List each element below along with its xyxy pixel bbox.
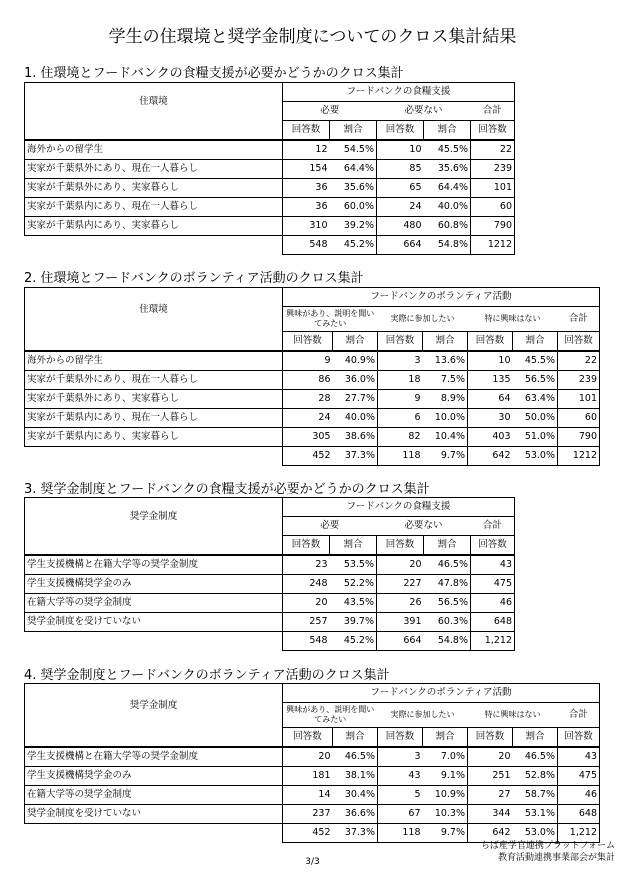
cell: 20 (377, 555, 424, 575)
cell: 310 (283, 217, 330, 236)
row-label: 実家が千葉県内にあり、実家暮らし (25, 428, 283, 447)
cell: 9 (283, 351, 333, 371)
subheader-ratio: 割合 (333, 728, 378, 748)
subheader-count: 回答数 (468, 332, 513, 352)
row-label: 学生支援機構と在籍大学等の奨学金制度 (25, 747, 283, 767)
total-header: 合計 (558, 703, 600, 728)
cell: 38.6% (333, 428, 378, 447)
blank-cell (25, 121, 283, 141)
group-header: フードバンクのボランティア活動 (283, 288, 600, 307)
cell: 35.6% (330, 179, 377, 198)
row-label: 学生支援機構と在籍大学等の奨学金制度 (25, 555, 283, 575)
cell: 181 (283, 767, 333, 786)
cell: 60.3% (424, 613, 471, 632)
cell: 20 (283, 747, 333, 767)
cell: 47.8% (424, 575, 471, 594)
subheader-count: 回答数 (377, 121, 424, 141)
section-3-heading: 3. 奨学金制度とフードバンクの食糧支援が必要かどうかのクロス集計 (24, 482, 430, 497)
total-cell: 118 (378, 447, 423, 466)
row-label: 実家が千葉県内にあり、現在一人暮らし (25, 198, 283, 217)
col-group-header: 必要 (320, 105, 340, 116)
subheader-count: 回答数 (468, 728, 513, 748)
cell: 344 (468, 805, 513, 824)
cell: 480 (377, 217, 424, 236)
subheader-count: 回答数 (558, 332, 600, 352)
table-row (25, 575, 515, 594)
total-cell: 9.7% (423, 824, 468, 843)
table-row (25, 409, 600, 428)
cell: 7.0% (423, 747, 468, 767)
cell: 43 (471, 555, 515, 575)
table-row (25, 371, 600, 390)
cell: 135 (468, 371, 513, 390)
cell: 227 (377, 575, 424, 594)
subheader-count: 回答数 (471, 536, 515, 556)
subheader-ratio: 割合 (423, 332, 468, 352)
cell: 60.8% (424, 217, 471, 236)
cell: 475 (471, 575, 515, 594)
blank-cell (25, 536, 283, 556)
section-1-heading: 1. 住環境とフードバンクの食糧支援が必要かどうかのクロス集計 (24, 66, 404, 81)
cell: 790 (558, 428, 600, 447)
subheader-count: 回答数 (283, 332, 333, 352)
total-header: 合計 (471, 517, 515, 536)
footer-line-2: 教育活動連携事業部会が集計 (497, 853, 615, 863)
total-cell: 1,212 (558, 824, 600, 843)
cell: 251 (468, 767, 513, 786)
row-label: 実家が千葉県外にあり、現在一人暮らし (25, 160, 283, 179)
col-group-header: 必要 (320, 520, 340, 531)
cell: 6 (378, 409, 423, 428)
cell: 46.5% (333, 747, 378, 767)
subheader-ratio: 割合 (513, 332, 558, 352)
col-group-header: 特に興味はない (484, 314, 541, 323)
subheader-ratio: 割合 (333, 332, 378, 352)
page-title: 学生の住環境と奨学金制度についてのクロス集計結果 (108, 27, 517, 47)
cell: 23 (283, 555, 330, 575)
cell: 35.6% (424, 160, 471, 179)
total-cell: 1,212 (471, 632, 515, 651)
cell: 64 (468, 390, 513, 409)
cell: 26 (377, 594, 424, 613)
cell: 3 (378, 351, 423, 371)
subheader-count: 回答数 (471, 121, 515, 141)
cell: 86 (283, 371, 333, 390)
cell: 10.4% (423, 428, 468, 447)
cell: 101 (471, 179, 515, 198)
section-4-table (24, 683, 600, 843)
cell: 36 (283, 179, 330, 198)
cell: 67 (378, 805, 423, 824)
total-header: 合計 (558, 307, 600, 332)
cell: 3 (378, 747, 423, 767)
total-cell: 452 (283, 824, 333, 843)
cell: 475 (558, 767, 600, 786)
section-2-heading: 2. 住環境とフードバンクのボランティア活動のクロス集計 (24, 271, 364, 286)
cell: 36.0% (333, 371, 378, 390)
table-row (25, 613, 515, 632)
cell: 53.1% (513, 805, 558, 824)
cell: 60.0% (330, 198, 377, 217)
cell: 30 (468, 409, 513, 428)
cell: 18 (378, 371, 423, 390)
blank-cell (25, 728, 283, 748)
row-label: 実家が千葉県外にあり、実家暮らし (25, 390, 283, 409)
cell: 60 (558, 409, 600, 428)
row-label: 海外からの留学生 (25, 140, 283, 160)
cell: 239 (558, 371, 600, 390)
total-cell: 452 (283, 447, 333, 466)
cell: 46.5% (424, 555, 471, 575)
cell: 36 (283, 198, 330, 217)
cell: 30.4% (333, 786, 378, 805)
cell: 305 (283, 428, 333, 447)
subheader-count: 回答数 (378, 332, 423, 352)
row-label: 実家が千葉県内にあり、現在一人暮らし (25, 409, 283, 428)
col-group-header: 実際に参加したい (390, 314, 455, 323)
group-header: フードバンクのボランティア活動 (283, 684, 600, 703)
table-row (25, 805, 600, 824)
total-cell: 548 (283, 632, 330, 651)
cell: 10 (377, 140, 424, 160)
cell: 45.5% (513, 351, 558, 371)
col-group-header: 実際に参加したい (390, 710, 455, 719)
cell: 8.9% (423, 390, 468, 409)
cell: 10.0% (423, 409, 468, 428)
row-label: 在籍大学等の奨学金制度 (25, 786, 283, 805)
cell: 10 (468, 351, 513, 371)
row-label: 実家が千葉県外にあり、現在一人暮らし (25, 371, 283, 390)
table-row (25, 594, 515, 613)
cell: 27.7% (333, 390, 378, 409)
total-cell: 1212 (558, 447, 600, 466)
cell: 82 (378, 428, 423, 447)
group-header: フードバンクの食糧支援 (283, 83, 515, 102)
cell: 27 (468, 786, 513, 805)
table-row (25, 786, 600, 805)
cell: 65 (377, 179, 424, 198)
cell: 20 (283, 594, 330, 613)
subheader-count: 回答数 (283, 536, 330, 556)
blank-cell (25, 236, 283, 255)
cell: 38.1% (333, 767, 378, 786)
subheader-ratio: 割合 (330, 121, 377, 141)
cell: 85 (377, 160, 424, 179)
total-cell: 642 (468, 824, 513, 843)
cell: 20 (468, 747, 513, 767)
row-label: 学生支援機構奨学金のみ (25, 767, 283, 786)
row-label: 奨学金制度を受けていない (25, 805, 283, 824)
cell: 46 (471, 594, 515, 613)
cell: 24 (377, 198, 424, 217)
cell: 52.8% (513, 767, 558, 786)
cell: 46 (558, 786, 600, 805)
blank-cell (25, 332, 283, 352)
cell: 248 (283, 575, 330, 594)
cell: 648 (471, 613, 515, 632)
subheader-count: 回答数 (377, 536, 424, 556)
total-cell: 118 (378, 824, 423, 843)
total-cell: 664 (377, 236, 424, 255)
row-header: 奨学金制度 (25, 498, 283, 536)
total-cell: 548 (283, 236, 330, 255)
cell: 43.5% (330, 594, 377, 613)
blank-cell (25, 632, 283, 651)
cell: 5 (378, 786, 423, 805)
row-label: 実家が千葉県外にあり、実家暮らし (25, 179, 283, 198)
table-row (25, 555, 515, 575)
cell: 45.5% (424, 140, 471, 160)
total-cell: 54.8% (424, 236, 471, 255)
blank-cell (25, 824, 283, 843)
cell: 58.7% (513, 786, 558, 805)
cell: 39.7% (330, 613, 377, 632)
subheader-ratio: 割合 (424, 536, 471, 556)
cell: 51.0% (513, 428, 558, 447)
row-header: 奨学金制度 (25, 684, 283, 728)
cell: 9 (378, 390, 423, 409)
table-row (25, 140, 515, 160)
cell: 40.0% (333, 409, 378, 428)
cell: 648 (558, 805, 600, 824)
cell: 36.6% (333, 805, 378, 824)
row-label: 実家が千葉県内にあり、実家暮らし (25, 217, 283, 236)
cell: 22 (471, 140, 515, 160)
section-3-table (24, 497, 515, 651)
cell: 12 (283, 140, 330, 160)
total-cell: 45.2% (330, 632, 377, 651)
cell: 391 (377, 613, 424, 632)
table-row (25, 160, 515, 179)
total-row (25, 236, 515, 255)
cell: 64.4% (330, 160, 377, 179)
total-row (25, 447, 600, 466)
cell: 28 (283, 390, 333, 409)
table-row (25, 767, 600, 786)
cell: 64.4% (424, 179, 471, 198)
total-row (25, 632, 515, 651)
cell: 54.5% (330, 140, 377, 160)
cell: 7.5% (423, 371, 468, 390)
table-row (25, 217, 515, 236)
subheader-ratio: 割合 (424, 121, 471, 141)
cell: 50.0% (513, 409, 558, 428)
table-row (25, 179, 515, 198)
cell: 403 (468, 428, 513, 447)
total-header: 合計 (471, 102, 515, 121)
blank-cell (25, 447, 283, 466)
page-number: 3/3 (305, 857, 320, 867)
cell: 43 (558, 747, 600, 767)
section-1-table (24, 82, 515, 255)
cell: 239 (471, 160, 515, 179)
section-2-table (24, 287, 600, 466)
row-header: 住環境 (25, 83, 283, 121)
row-header: 住環境 (25, 288, 283, 332)
subheader-count: 回答数 (283, 728, 333, 748)
cell: 10.9% (423, 786, 468, 805)
row-label: 奨学金制度を受けていない (25, 613, 283, 632)
total-cell: 664 (377, 632, 424, 651)
cell: 154 (283, 160, 330, 179)
cell: 101 (558, 390, 600, 409)
table-row (25, 390, 600, 409)
table-row (25, 198, 515, 217)
cell: 46.5% (513, 747, 558, 767)
cell: 22 (558, 351, 600, 371)
cell: 53.5% (330, 555, 377, 575)
col-group-header: 特に興味はない (484, 710, 541, 719)
cell: 9.1% (423, 767, 468, 786)
subheader-ratio: 割合 (330, 536, 377, 556)
cell: 43 (378, 767, 423, 786)
footer-line-1: ちば産学官連携プラットフォーム (480, 841, 615, 851)
row-label: 学生支援機構奨学金のみ (25, 575, 283, 594)
cell: 40.9% (333, 351, 378, 371)
section-4-heading: 4. 奨学金制度とフードバンクのボランティア活動のクロス集計 (24, 668, 390, 683)
total-cell: 1212 (471, 236, 515, 255)
cell: 63.4% (513, 390, 558, 409)
cell: 60 (471, 198, 515, 217)
row-label: 海外からの留学生 (25, 351, 283, 371)
row-label: 在籍大学等の奨学金制度 (25, 594, 283, 613)
subheader-count: 回答数 (378, 728, 423, 748)
total-cell: 54.8% (424, 632, 471, 651)
total-cell: 37.3% (333, 447, 378, 466)
table-row (25, 428, 600, 447)
table-row (25, 351, 600, 371)
total-cell: 642 (468, 447, 513, 466)
cell: 52.2% (330, 575, 377, 594)
total-cell: 53.0% (513, 447, 558, 466)
cell: 24 (283, 409, 333, 428)
total-cell: 53.0% (513, 824, 558, 843)
subheader-ratio: 割合 (423, 728, 468, 748)
col-group-header: 必要ない (404, 520, 443, 531)
cell: 257 (283, 613, 330, 632)
cell: 14 (283, 786, 333, 805)
cell: 237 (283, 805, 333, 824)
total-cell: 37.3% (333, 824, 378, 843)
cell: 56.5% (513, 371, 558, 390)
col-group-header: 興味があり、説明を聞いてみたい (286, 705, 375, 724)
cell: 39.2% (330, 217, 377, 236)
cell: 13.6% (423, 351, 468, 371)
group-header: フードバンクの食糧支援 (283, 498, 515, 517)
subheader-ratio: 割合 (513, 728, 558, 748)
table-row (25, 747, 600, 767)
cell: 10.3% (423, 805, 468, 824)
total-cell: 45.2% (330, 236, 377, 255)
cell: 40.0% (424, 198, 471, 217)
total-cell: 9.7% (423, 447, 468, 466)
subheader-count: 回答数 (558, 728, 600, 748)
cell: 56.5% (424, 594, 471, 613)
col-group-header: 必要ない (404, 105, 443, 116)
cell: 790 (471, 217, 515, 236)
col-group-header: 興味があり、説明を聞いてみたい (286, 309, 375, 328)
subheader-count: 回答数 (283, 121, 330, 141)
